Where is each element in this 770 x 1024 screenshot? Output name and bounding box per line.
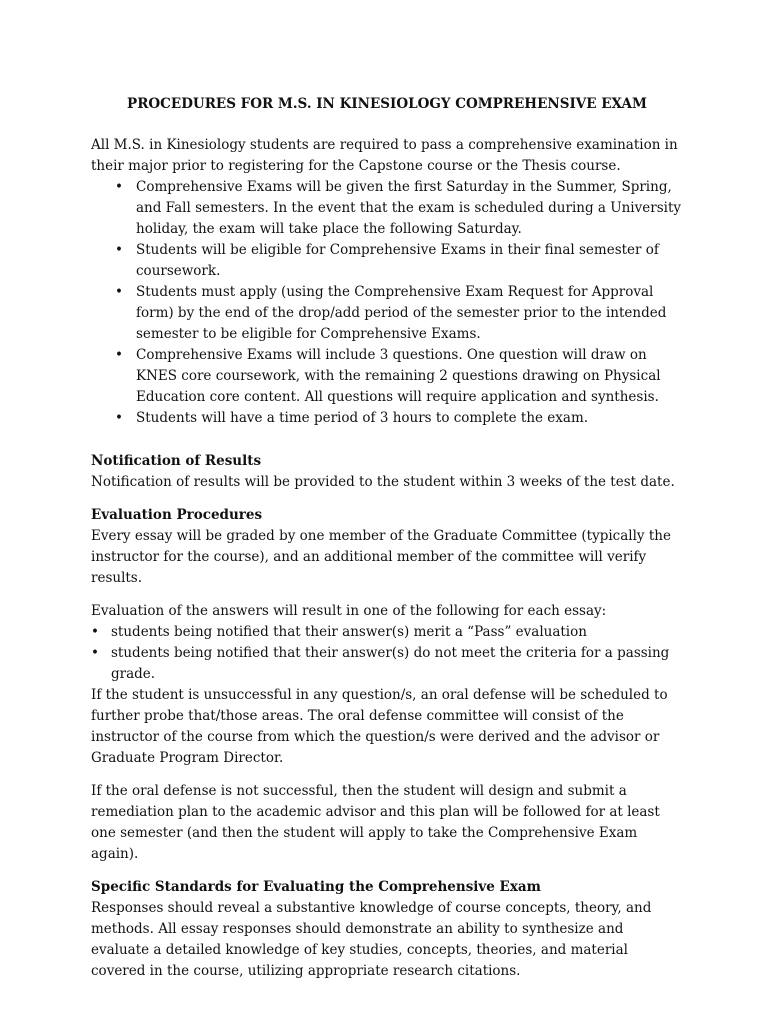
exam-requirements-list	[91, 177, 683, 429]
notification-text: Notification of results will be provided to the student within 3 weeks of the test date.	[91, 474, 675, 490]
evaluation-text: Every essay will be graded by one member of the Graduate Committee (typically the instructor for the course), and an additional member of the committee will verify results.	[91, 528, 671, 586]
bullet-icon: •	[91, 645, 99, 661]
bullet-icon: •	[115, 347, 123, 363]
answers-intro: Evaluation of the answers will result in one of the following for each essay:	[91, 603, 607, 619]
bullet-icon: •	[115, 242, 123, 258]
list-item: • students being notified that their answer(s) merit a “Pass” evaluation	[91, 622, 683, 643]
notification-section	[91, 451, 683, 493]
bullet-icon: •	[115, 179, 123, 195]
evaluation-heading: Evaluation Procedures	[91, 507, 263, 523]
list-item: • students being notified that their answer(s) do not meet the criteria for a passing grade.	[91, 645, 670, 682]
intro-paragraph: All M.S. in Kinesiology students are required to pass a comprehensive examination in their major prior to registering for the Capstone course or the Thesis course.	[91, 137, 678, 174]
evaluation-section	[91, 505, 683, 865]
standards-section	[91, 877, 683, 982]
bullet-icon: •	[115, 410, 123, 426]
bullet-icon: •	[91, 624, 99, 640]
standards-text: Responses should reveal a substantive knowledge of course concepts, theory, and methods. All essay responses should demonstrate an ability to synthesize and evaluate a detailed knowledge of key studies, concepts, theories, and material covered in the course, utilizing appropriate research citations.	[91, 900, 652, 979]
unsuccessful-paragraph: If the student is unsuccessful in any question/s, an oral defense will be scheduled to further probe that/those areas. The oral defense committee will consist of the instructor of the course from which the question/s were derived and the advisor or Graduate Program Director.	[91, 687, 668, 766]
list-item: • Students will be eligible for Comprehensive Exams in their final semester of coursework.	[115, 242, 659, 279]
answers-list	[91, 622, 683, 685]
document-page	[91, 94, 683, 982]
list-item: • Comprehensive Exams will be given the first Saturday in the Summer, Spring, and Fall semesters. In the event that the exam is scheduled during a University holiday, the exam will take place the following Saturday.	[115, 179, 681, 237]
list-item: • Comprehensive Exams will include 3 questions. One question will draw on KNES core coursework, with the remaining 2 questions drawing on Physical Education core content. All questions will require application and synthesis.	[115, 347, 661, 405]
list-item: • Students must apply (using the Comprehensive Exam Request for Approval form) by the end of the drop/add period of the semester prior to the intended semester to be eligible for Comprehensive Exams.	[115, 284, 667, 342]
list-item: • Students will have a time period of 3 hours to complete the exam.	[91, 408, 683, 429]
standards-heading: Specific Standards for Evaluating the Comprehensive Exam	[91, 879, 541, 895]
notification-heading: Notification of Results	[91, 453, 262, 469]
oral-defense-paragraph: If the oral defense is not successful, then the student will design and submit a remediation plan to the academic advisor and this plan will be followed for at least one semester (and then the student will apply to take the Comprehensive Exam again).	[91, 783, 660, 862]
bullet-icon: •	[115, 284, 123, 300]
document-title: PROCEDURES FOR M.S. IN KINESIOLOGY COMPREHENSIVE EXAM	[127, 96, 647, 112]
